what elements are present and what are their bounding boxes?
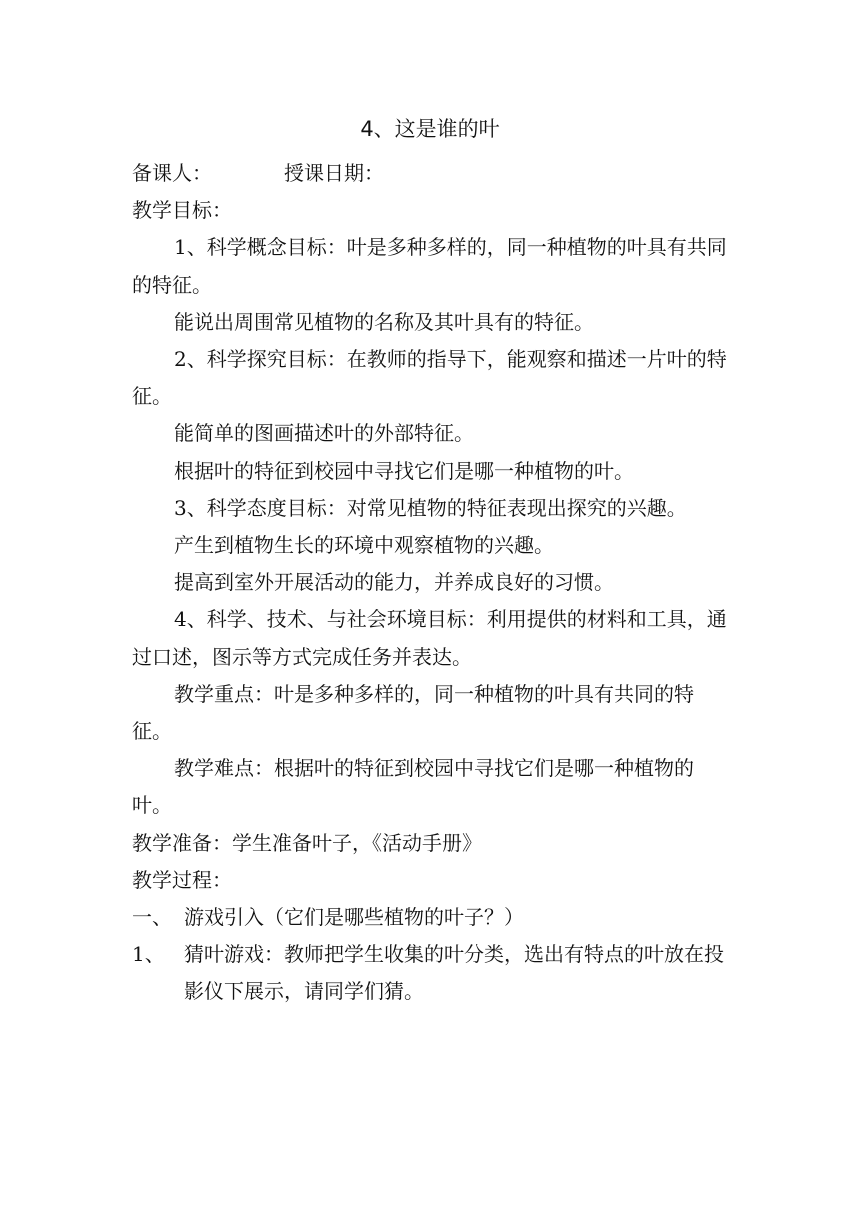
goal-1-detail: 能说出周围常见植物的名称及其叶具有的特征。 bbox=[174, 309, 594, 334]
prep-teacher-label: 备课人： bbox=[132, 161, 212, 185]
goal-3-detail-a: 产生到植物生长的环境中观察植物的兴趣。 bbox=[174, 533, 554, 558]
goal-4-stse: 4、科学、技术、与社会环境目标：利用提供的材料和工具，通过口述，图示等方式完成任务并表达。 bbox=[132, 607, 727, 669]
step-1-text: 猜叶游戏：教师把学生收集的叶分类，选出有特点的叶放在投影仪下展示，请同学们猜。 bbox=[184, 942, 724, 1004]
class-date-label: 授课日期： bbox=[284, 161, 384, 185]
step-1 bbox=[132, 936, 732, 1010]
goal-1-concept: 1、科学概念目标：叶是多种多样的，同一种植物的叶具有共同的特征。 bbox=[132, 235, 727, 297]
lesson-title: 4、这是谁的叶 bbox=[360, 117, 500, 141]
difficulty: 教学难点：根据叶的特征到校园中寻找它们是哪一种植物的叶。 bbox=[132, 756, 694, 818]
step-1-number: 1、 bbox=[132, 942, 165, 967]
goal-3-detail-b: 提高到室外开展活动的能力，并养成良好的习惯。 bbox=[174, 570, 614, 595]
section-1-number: 一、 bbox=[132, 905, 172, 930]
section-1-text: 游戏引入（它们是哪些植物的叶子？） bbox=[184, 905, 524, 930]
preparation: 教学准备：学生准备叶子，《活动手册》 bbox=[132, 830, 482, 855]
key-point: 教学重点：叶是多种多样的，同一种植物的叶具有共同的特征。 bbox=[132, 681, 694, 744]
goal-2-detail-b: 根据叶的特征到校园中寻找它们是哪一种植物的叶。 bbox=[174, 458, 634, 483]
process-heading: 教学过程： bbox=[132, 867, 232, 892]
goal-2-inquiry: 2、科学探究目标：在教师的指导下，能观察和描述一片叶的特征。 bbox=[132, 347, 727, 409]
section-1 bbox=[132, 899, 732, 936]
goal-2-detail-a: 能简单的图画描述叶的外部特征。 bbox=[174, 421, 474, 446]
lesson-body bbox=[132, 155, 732, 1011]
meta-line bbox=[132, 155, 732, 192]
goals-heading: 教学目标： bbox=[132, 198, 232, 223]
goal-3-attitude: 3、科学态度目标：对常见植物的特征表现出探究的兴趣。 bbox=[174, 495, 687, 520]
